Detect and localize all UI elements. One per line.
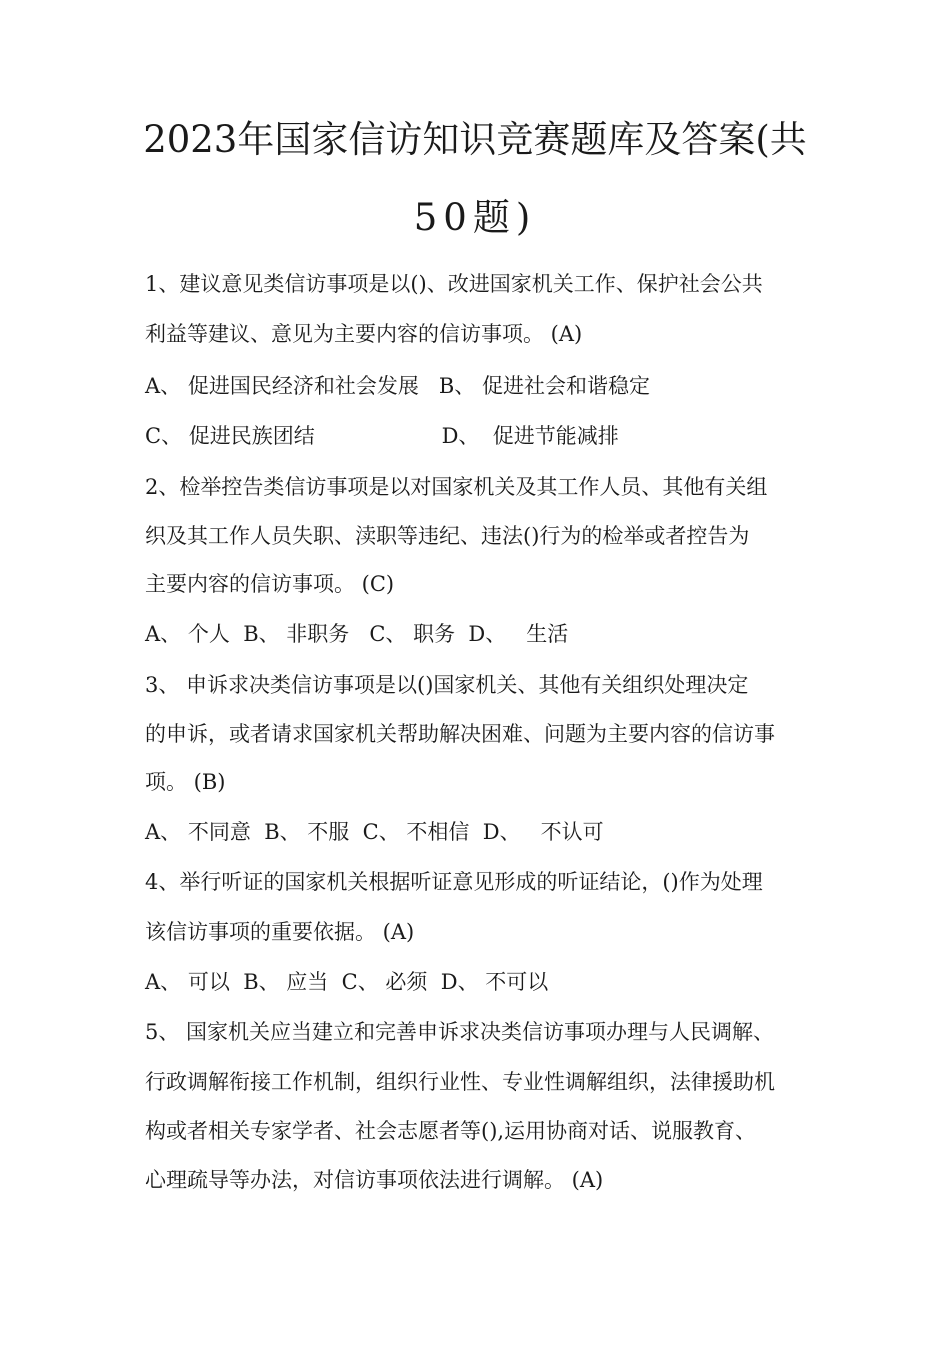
- question-3-text-line-1: 3、 申诉求决类信访事项是以()国家机关、其他有关组织处理决定: [145, 673, 749, 697]
- question-5-text-line-2: 行政调解衔接工作机制，组织行业性、专业性调解组织，法律援助机: [145, 1070, 775, 1094]
- question-2-options-line-1: A、 个人 B、 非职务 C、 职务 D、 生活: [145, 622, 569, 646]
- question-2-text-line-2: 织及其工作人员失职、渎职等违纪、违法()行为的检举或者控告为: [145, 524, 750, 548]
- question-3-text-line-3: 项。 (B): [145, 770, 226, 794]
- question-5-text-line-1: 5、 国家机关应当建立和完善申诉求决类信访事项办理与人民调解、: [145, 1020, 775, 1044]
- question-5-text-line-4: 心理疏导等办法，对信访事项依法进行调解。 (A): [145, 1168, 604, 1192]
- question-1-options-line-2: C、 促进民族团结 D、 促进节能减排: [145, 424, 619, 448]
- question-4-options-line-1: A、 可以 B、 应当 C、 必须 D、 不可以: [145, 970, 549, 994]
- question-5-text-line-3: 构或者相关专家学者、社会志愿者等(),运用协商对话、说服教育、: [145, 1119, 757, 1143]
- question-3-text-line-2: 的申诉，或者请求国家机关帮助解决困难、问题为主要内容的信访事: [145, 722, 775, 746]
- question-1-text-line-2: 利益等建议、意见为主要内容的信访事项。 (A): [145, 322, 583, 346]
- question-3-options-line-1: A、 不同意 B、 不服 C、 不相信 D、 不认可: [145, 820, 604, 844]
- question-1-options-line-1: A、 促进国民经济和社会发展 B、 促进社会和谐稳定: [145, 374, 650, 398]
- question-4-text-line-1: 4、举行听证的国家机关根据听证意见形成的听证结论，()作为处理: [145, 870, 763, 894]
- question-4-text-line-2: 该信访事项的重要依据。 (A): [145, 920, 415, 944]
- question-2-text-line-3: 主要内容的信访事项。 (C): [145, 572, 395, 596]
- document-title-line-2: 50题): [413, 196, 537, 239]
- question-2-text-line-1: 2、检举控告类信访事项是以对国家机关及其工作人员、其他有关组: [145, 475, 768, 499]
- document-title-line-1: 2023年国家信访知识竞赛题库及答案(共: [143, 118, 807, 161]
- question-1-text-line-1: 1、建议意见类信访事项是以()、改进国家机关工作、保护社会公共: [145, 272, 763, 296]
